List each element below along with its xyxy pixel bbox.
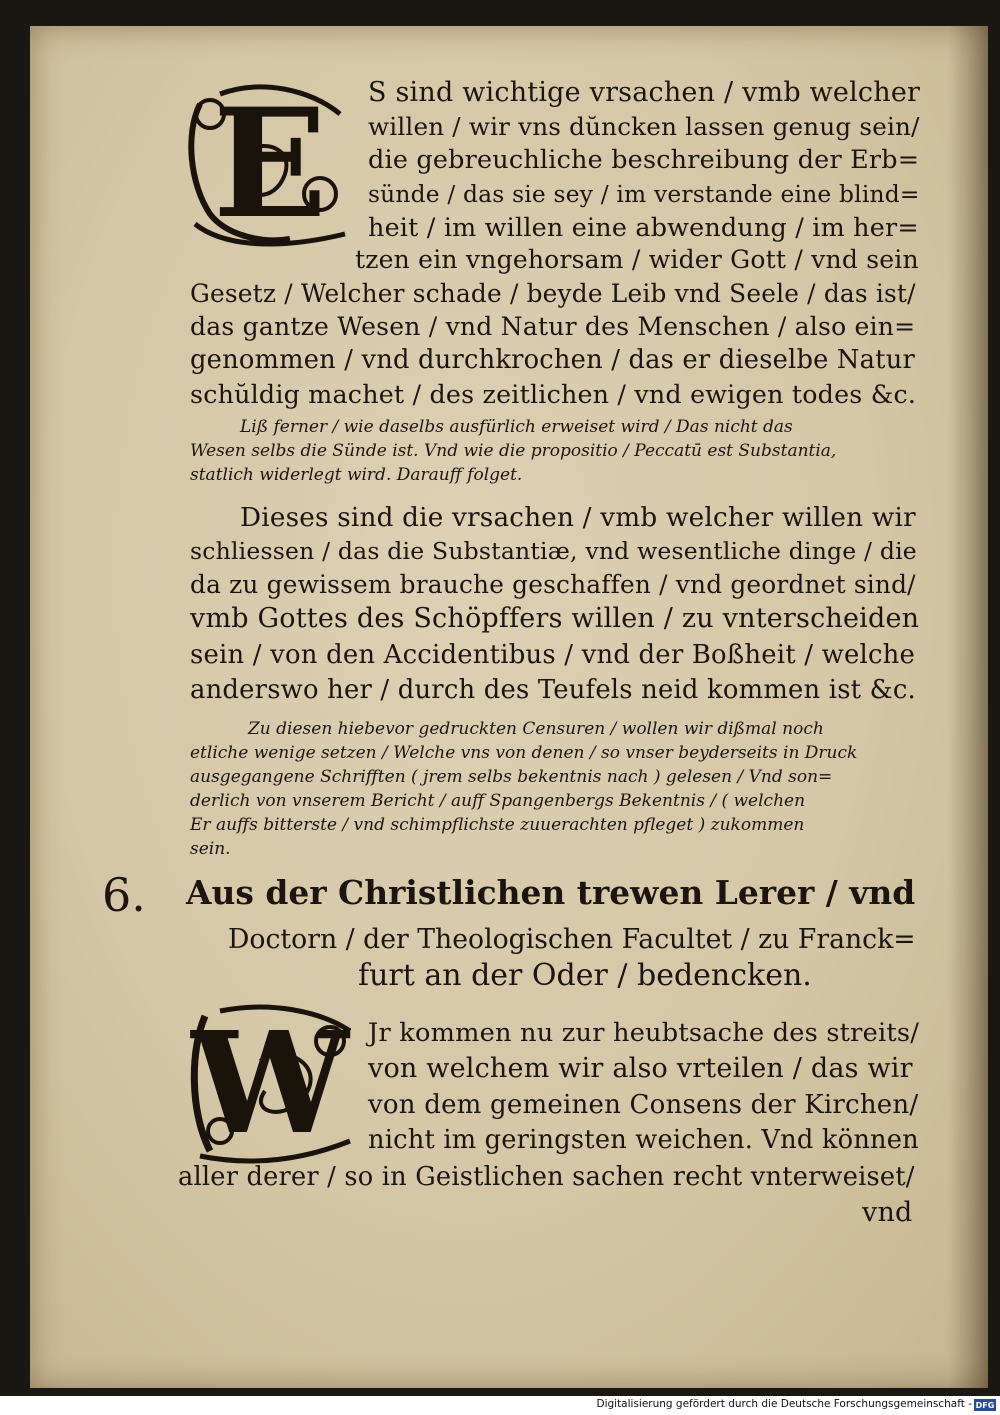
footer-bar <box>0 1396 1000 1415</box>
paragraph-1-line: S sind wichtige vrsachen / vmb welcher <box>368 77 921 108</box>
paragraph-1-line: heit / im willen eine abwendung / im her= <box>368 212 919 242</box>
paragraph-1-line: willen / wir vns dŭncken lassen genug sein/ <box>368 112 920 141</box>
paragraph-1-line: sünde / das sie sey / im verstande eine blind= <box>368 180 920 208</box>
paragraph-3-line: nicht im geringsten weichen. Vnd können <box>368 1125 919 1155</box>
dropcap-w <box>180 1001 360 1166</box>
dropcap-e <box>180 74 360 254</box>
paragraph-2-line: da zu gewissem brauche geschaffen / vnd geordnet sind/ <box>190 570 916 599</box>
note-2-line: sein. <box>190 839 231 859</box>
section-number: 6. <box>102 868 146 922</box>
dropcap-letter: E <box>212 76 328 252</box>
note-1-line: Liß ferner / wie daselbs ausfürlich erweiset wird / Das nicht das <box>240 417 793 437</box>
paragraph-1-line: die gebreuchliche beschreibung der Erb= <box>368 145 920 175</box>
paragraph-3-line: aller derer / so in Geistlichen sachen recht vnterweiset/ <box>178 1162 915 1192</box>
note-2-line: Zu diesen hiebevor gedruckten Censuren / wollen wir dißmal noch <box>248 719 824 739</box>
paragraph-2-line: schliessen / das die Substantiæ, vnd wesentliche dinge / die <box>190 537 917 565</box>
footer-credit: Digitalisierung gefördert durch die Deutsche Forschungsgemeinschaft - <box>596 1398 972 1410</box>
paragraph-1-line: schŭldig machet / des zeitlichen / vnd ewigen todes &c. <box>190 379 917 409</box>
paragraph-3-line: Jr kommen nu zur heubtsache des streits/ <box>368 1018 920 1048</box>
note-2-line: derlich von vnserem Bericht / auff Spangenbergs Bekentnis / ( welchen <box>190 791 806 811</box>
section-subheading-line: furt an der Oder / bedencken. <box>358 958 812 993</box>
note-1-line: Wesen selbs die Sünde ist. Vnd wie die propositio / Peccatū est Substantia, <box>190 441 837 461</box>
paragraph-1-line: das gantze Wesen / vnd Natur des Menschen / also ein= <box>190 312 916 341</box>
paragraph-1-line: Gesetz / Welcher schade / beyde Leib vnd Seele / das ist/ <box>190 279 916 308</box>
paragraph-2-line: vmb Gottes des Schöpffers willen / zu vnterscheiden <box>190 603 920 634</box>
note-2-line: Er auffs bitterste / vnd schimpflichste zuuerachten pfleget ) zukommen <box>190 815 805 835</box>
paragraph-2-line: sein / von den Accidentibus / vnd der Boßheit / welche <box>190 640 916 670</box>
paragraph-1-line: genommen / vnd durchkrochen / das er dieselbe Natur <box>190 345 915 375</box>
paragraph-3-line: vnd <box>862 1197 913 1228</box>
note-1-line: statlich widerlegt wird. Darauff folget. <box>190 465 523 485</box>
dfg-logo-icon[interactable]: DFG <box>975 1400 995 1410</box>
paragraph-3-line: von dem gemeinen Consens der Kirchen/ <box>368 1090 919 1120</box>
paragraph-2-line: anderswo her / durch des Teufels neid kommen ist &c. <box>190 675 916 705</box>
note-2-line: etliche wenige setzen / Welche vns von denen / so vnser beyderseits in Druck <box>190 743 858 763</box>
dropcap-letter: W <box>191 1001 349 1166</box>
page-gutter-shadow <box>948 26 988 1388</box>
note-2-line: ausgegangene Schrifften ( jrem selbs bekentnis nach ) gelesen / Vnd son= <box>190 767 833 787</box>
section-heading-line: Aus der Christlichen trewen Lerer / vnd <box>186 873 916 912</box>
paragraph-2-line: Dieses sind die vrsachen / vmb welcher willen wir <box>240 503 916 533</box>
paragraph-3-line: von welchem wir also vrteilen / das wir <box>368 1053 913 1084</box>
paragraph-1-line: tzen ein vngehorsam / wider Gott / vnd sein <box>355 245 919 274</box>
section-subheading-line: Doctorn / der Theologischen Facultet / zu Franck= <box>228 924 916 955</box>
book-page <box>30 26 988 1388</box>
